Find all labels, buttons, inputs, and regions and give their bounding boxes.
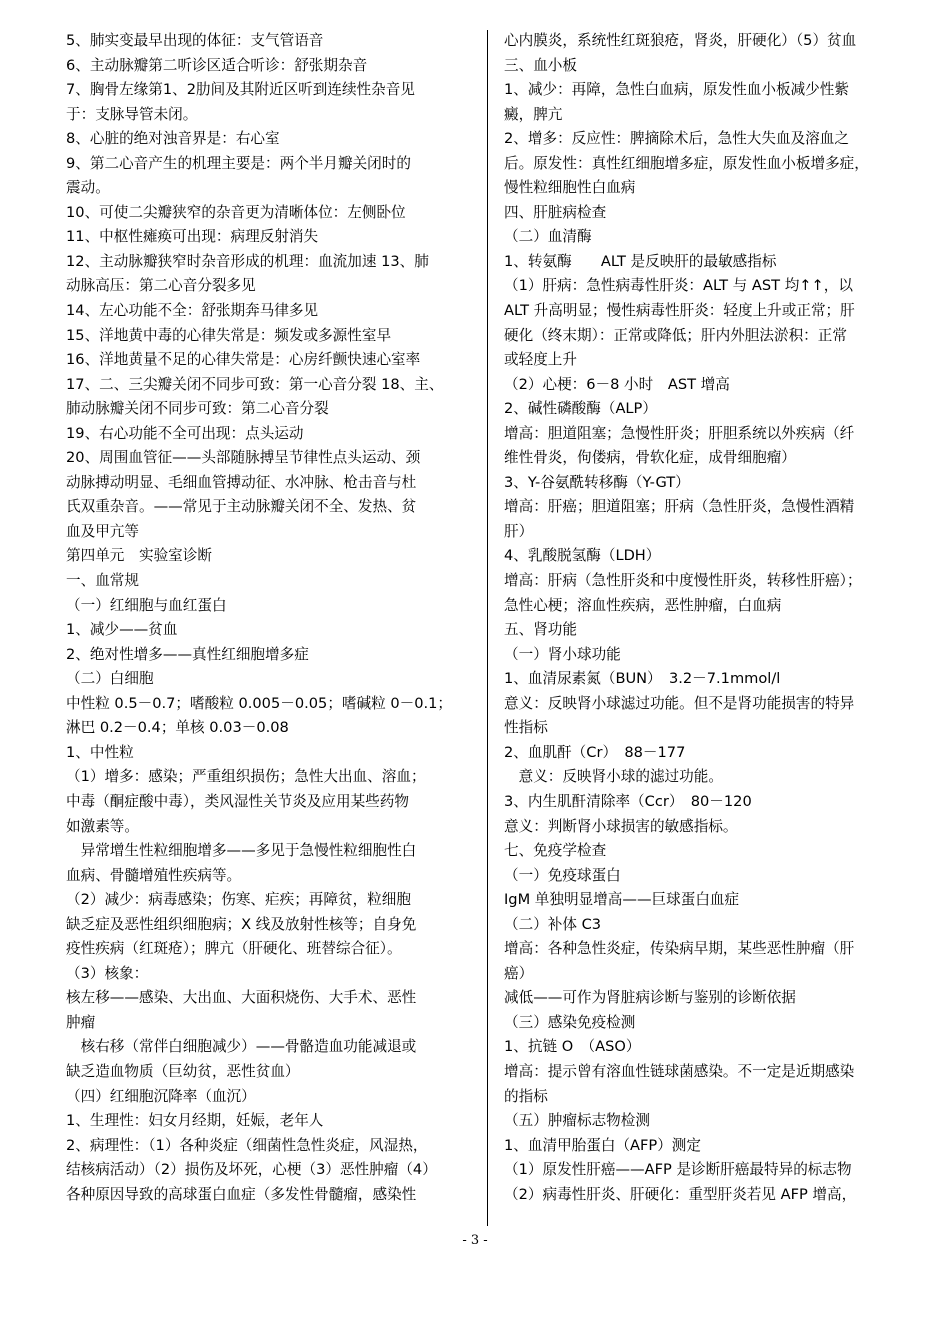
text-line: 15、洋地黄中毒的心律失常是：频发或多源性室早 [66,326,392,344]
text-line: 2、病理性：（1）各种炎症（细菌性急性炎症，风湿热， [66,1136,428,1154]
text-line: （二）血清酶 [504,228,592,246]
text-line: （1）原发性肝癌——AFP 是诊断肝癌最特异的标志物 [504,1161,852,1179]
text-line: 意义：判断肾小球损害的敏感指标。 [504,817,738,835]
text-line: 慢性粒细胞性白血病 [504,179,636,197]
text-line: 减低——可作为肾脏病诊断与鉴别的诊断依据 [504,989,796,1007]
text-line: 意义：反映肾小球的滤过功能。 [504,768,723,786]
text-line: （2）病毒性肝炎、肝硬化：重型肝炎若见 AFP 增高， [504,1185,857,1203]
text-line: 肺动脉瓣关闭不同步可致：第二心音分裂 [66,400,329,418]
text-line: 第四单元 实验室诊断 [66,547,212,565]
text-line: 9、第二心音产生的机理主要是：两个半月瓣关闭时的 [66,154,411,172]
text-line: 震动。 [66,179,110,197]
text-line: （2）心梗：6－8 小时 AST 增高 [504,375,730,393]
text-line: 12、主动脉瓣狭窄时杂音形成的机理：血流加速 13、肺 [66,252,429,270]
text-line: 于：支脉导管未闭。 [66,105,198,123]
text-line: 3、Y-谷氨酰转移酶（Y-GT） [504,473,690,491]
text-line: 动脉高压：第二心音分裂多见 [66,277,256,295]
text-line: 2、血肌酐（Cr） 88－177 [504,743,686,761]
text-line: 20、周围血管征——头部随脉搏呈节律性点头运动、颈 [66,449,421,467]
text-line: 缺乏症及恶性组织细胞病；X 线及放射性核等；自身免 [66,915,417,933]
text-line: 肿瘤 [66,1013,96,1031]
text-line: 14、左心功能不全：舒张期奔马律多见 [66,302,319,320]
text-line: 急性心梗；溶血性疾病，恶性肿瘤，白血病 [504,596,782,614]
text-line: ALT 升高明显；慢性病毒性肝炎：轻度上升或正常；肝 [504,302,855,320]
text-line: 硬化（终末期）：正常或降低；肝内外胆法淤积：正常 [504,326,847,344]
text-line: （三）感染免疫检测 [504,1013,636,1031]
text-line: 中性粒 0.5－0.7；嗜酸粒 0.005－0.05；嗜碱粒 0－0.1； [66,694,453,712]
text-line: 17、二、三尖瓣关闭不同步可致：第一心音分裂 18、主、 [66,375,444,393]
text-line: 核左移——感染、大出血、大面积烧伤、大手术、恶性 [66,989,417,1007]
text-line: IgM 单独明显增高——巨球蛋白血症 [504,891,740,909]
text-line: 氏双重杂音。——常见于主动脉瓣关闭不全、发热、贫 [66,498,417,516]
text-line: 淋巴 0.2－0.4；单核 0.03－0.08 [66,719,289,737]
text-line: 或轻度上升 [504,351,577,369]
text-line: 1、转氨酶 ALT 是反映肝的最敏感指标 [504,252,777,270]
column-divider [487,30,488,1226]
text-line: （五）肿瘤标志物检测 [504,1112,650,1130]
text-line: 1、血清尿素氮（BUN） 3.2－7.1mmol/l [504,670,781,688]
text-line: （一）红细胞与血红蛋白 [66,596,227,614]
text-line: 4、乳酸脱氢酶（LDH） [504,547,661,565]
text-line: 七、免疫学检查 [504,842,607,860]
text-line: 5、肺实变最早出现的体征：支气管语音 [66,32,324,49]
text-line: 一、血常规 [66,572,139,590]
text-line: 如激素等。 [66,817,139,835]
text-line: 血病、骨髓增殖性疾病等。 [66,866,242,884]
text-line: 11、中枢性瘫痪可出现：病理反射消失 [66,228,319,246]
text-line: 心内膜炎，系统性红斑狼疮，肾炎，肝硬化）（5）贫血 [504,32,857,49]
text-line: 性指标 [504,719,548,737]
text-line: （2）减少：病毒感染；伤寒、疟疾；再障贫，粒细胞 [66,891,411,909]
text-line: 结核病活动）（2）损伤及坏死，心梗（3）恶性肿瘤（4） [66,1161,437,1179]
text-line: 的指标 [504,1087,548,1105]
page-number: - 3 - [462,1233,488,1248]
text-line: （3）核象： [66,964,149,982]
text-line: 增高：提示曾有溶血性链球菌感染。不一定是近期感染 [504,1062,855,1080]
text-line: （1）肝病：急性病毒性肝炎：ALT 与 AST 均↑↑，以 [504,277,853,295]
text-line: 2、绝对性增多——真性红细胞增多症 [66,645,309,663]
text-line: 7、胸骨左缘第1、2肋间及其附近区听到连续性杂音见 [66,81,415,99]
text-line: 1、中性粒 [66,743,134,761]
text-line: （1）增多：感染；严重组织损伤；急性大出血、溶血； [66,768,426,786]
text-line: 10、可使二尖瓣狭窄的杂音更为清晰体位：左侧卧位 [66,203,406,221]
text-line: 1、减少：再障，急性白血病，原发性血小板减少性紫 [504,81,849,99]
right-text-column [504,29,910,1207]
text-line: 癜，脾亢 [504,105,563,123]
text-line: 各种原因导致的高球蛋白血症（多发性骨髓瘤，感染性 [66,1185,417,1203]
text-line: 中毒（酮症酸中毒），类风湿性关节炎及应用某些药物 [66,792,409,810]
text-line: 缺乏造血物质（巨幼贫，恶性贫血） [66,1062,300,1080]
left-text-column [66,29,476,1207]
text-line: 四、肝脏病检查 [504,203,607,221]
text-line: 增高：各种急性炎症，传染病早期，某些恶性肿瘤（肝 [504,940,855,958]
text-line: （二）补体 C3 [504,915,602,933]
text-line: 核右移（常伴白细胞减少）——骨骼造血功能减退或 [66,1038,417,1056]
text-line: 增高：胆道阻塞；急慢性肝炎；肝胆系统以外疾病（纤 [504,424,855,442]
text-line: 增高：肝病（急性肝炎和中度慢性肝炎，转移性肝癌）； [504,572,862,590]
text-line: 1、血清甲胎蛋白（AFP）测定 [504,1136,701,1154]
text-line: 1、减少——贫血 [66,621,178,639]
text-line: 19、右心功能不全可出现：点头运动 [66,424,304,442]
text-line: 动脉搏动明显、毛细血管搏动征、水冲脉、枪击音与杜 [66,473,417,491]
text-line: 1、抗链 O （ASO） [504,1038,641,1056]
text-line: 疫性疾病（红斑疮）；脾亢（肝硬化、班替综合征）。 [66,940,402,958]
text-line: 1、生理性：妇女月经期，妊娠，老年人 [66,1112,324,1130]
text-line: 6、主动脉瓣第二听诊区适合听诊：舒张期杂音 [66,56,368,74]
text-line: 异常增生性粒细胞增多——多见于急慢性粒细胞性白 [66,842,417,860]
text-line: （一）免疫球蛋白 [504,866,621,884]
text-line: （四）红细胞沉降率（血沉） [66,1087,256,1105]
text-line: 3、内生肌酐清除率（Ccr） 80－120 [504,792,752,810]
text-line: 肝） [504,522,534,540]
text-line: 2、增多：反应性：脾摘除术后，急性大失血及溶血之 [504,130,849,148]
text-line: 维性骨炎，佝偻病，骨软化症，成骨细胞瘤） [504,449,796,467]
text-line: 三、血小板 [504,56,577,74]
text-line: 8、心脏的绝对浊音界是：右心室 [66,130,280,148]
text-line: （二）白细胞 [66,670,154,688]
text-line: 癌） [504,964,534,982]
text-line: 五、肾功能 [504,621,577,639]
text-line: 后。原发性：真性红细胞增多症，原发性血小板增多症， [504,154,869,172]
text-line: 意义：反映肾小球滤过功能。但不是肾功能损害的特异 [504,694,855,712]
text-line: 增高：肝癌；胆道阻塞；肝病（急性肝炎，急慢性酒精 [504,498,855,516]
text-line: 16、洋地黄量不足的心律失常是：心房纤颤快速心室率 [66,351,421,369]
text-line: 血及甲亢等 [66,522,139,540]
text-line: （一）肾小球功能 [504,645,621,663]
text-line: 2、碱性磷酸酶（ALP） [504,400,657,418]
